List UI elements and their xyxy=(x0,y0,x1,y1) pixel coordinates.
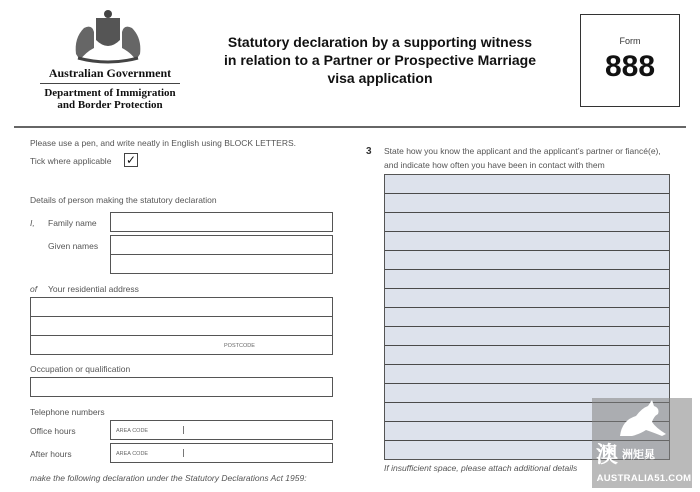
given-names-label: Given names xyxy=(48,241,99,251)
question-line-2: and indicate how often you have been in contact with them xyxy=(384,160,605,170)
after-area-code-label: AREA CODE xyxy=(116,451,149,457)
given-names-input-2[interactable] xyxy=(110,254,333,274)
declaration-text: make the following declaration under the Statutory Declarations Act 1959: xyxy=(30,473,307,483)
form-title-line-1: Statutory declaration by a supporting witness xyxy=(227,34,533,50)
form-label: Form xyxy=(619,36,641,46)
form-title-line-3: visa application xyxy=(327,70,433,86)
instruction-text: Please use a pen, and write neatly in English using BLOCK LETTERS. xyxy=(30,138,297,148)
area-code-divider xyxy=(183,426,184,434)
address-input-1[interactable] xyxy=(30,297,333,317)
department-line-1: Department of Immigration xyxy=(44,87,176,99)
header-rule xyxy=(14,126,686,128)
given-names-input-1[interactable] xyxy=(110,235,333,255)
government-name: Australian Government xyxy=(48,66,172,80)
tick-label: Tick where applicable xyxy=(30,156,112,166)
occupation-input[interactable] xyxy=(30,377,333,397)
department-line-2: and Border Protection xyxy=(57,99,163,111)
divider xyxy=(40,83,180,84)
footnote: If insufficient space, please attach additional details xyxy=(384,463,578,473)
form-title-line-2: in relation to a Partner or Prospective Marriage xyxy=(224,52,536,68)
address-input-2[interactable] xyxy=(30,316,333,336)
i-marker: I, xyxy=(30,218,35,228)
occupation-label: Occupation or qualification xyxy=(30,364,131,374)
kangaroo-icon xyxy=(612,398,672,440)
postcode-label: POSTCODE xyxy=(224,343,255,349)
form-title xyxy=(210,33,550,87)
after-hours-label: After hours xyxy=(30,449,72,459)
coat-of-arms-icon xyxy=(70,8,146,66)
details-heading: Details of person making the statutory declaration xyxy=(30,195,217,205)
office-hours-label: Office hours xyxy=(30,426,76,436)
form-number: 888 xyxy=(604,50,656,83)
tick-checkbox[interactable]: ✓ xyxy=(125,153,137,167)
family-name-input[interactable] xyxy=(110,212,333,232)
question-line-1: State how you know the applicant and the applicant’s partner or fiancé(e), xyxy=(384,146,661,156)
watermark-cn: 洲矩晁 xyxy=(622,449,655,461)
telephone-label: Telephone numbers xyxy=(30,407,105,417)
area-code-divider xyxy=(183,449,184,457)
department-name xyxy=(30,87,190,111)
address-input-3[interactable] xyxy=(30,335,333,355)
family-name-label: Family name xyxy=(48,218,97,228)
of-marker: of xyxy=(30,284,38,294)
office-area-code-label: AREA CODE xyxy=(116,428,149,434)
watermark-site: AUSTRALIA51.COM xyxy=(596,473,692,484)
address-label: Your residential address xyxy=(48,284,139,294)
watermark-han: 澳 xyxy=(596,442,619,467)
question-number: 3 xyxy=(366,146,372,157)
